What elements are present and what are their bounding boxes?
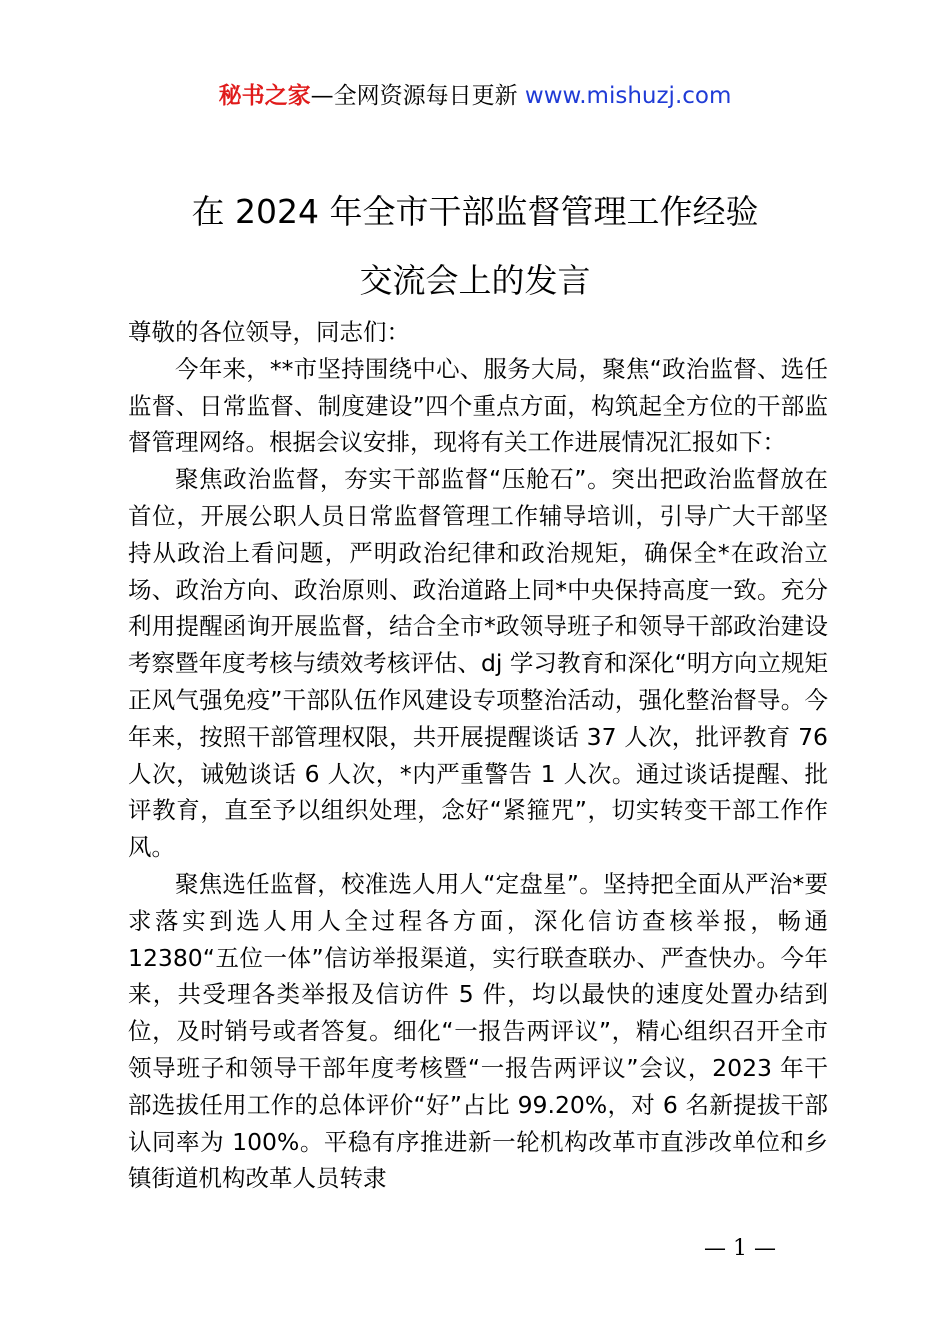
site-banner xyxy=(0,80,950,112)
paragraph-intro: 今年来，**市坚持围绕中心、服务大局，聚焦“政治监督、选任监督、日常监督、制度建设”四个重点方面，构筑起全方位的干部监督管理网络。根据会议安排，现将有关工作进展情况汇报如下： xyxy=(128,354,828,457)
salutation: 尊敬的各位领导，同志们： xyxy=(128,318,410,346)
paragraph-political-supervision: 聚焦政治监督，夯实干部监督“压舱石”。突出把政治监督放在首位，开展公职人员日常监督管理工作辅导培训，引导广大干部坚持从政治上看问题，严明政治纪律和政治规矩，确保全*在政治立场、政治方向、政治原则、政治道路上同*中央保持高度一致。充分利用提醒函询开展监督，结合全市*政领导班子和领导干部政治建设考察暨年度考核与绩效考核评估、dj 学习教育和深化“明方向立规矩正风气强免疫”干部队伍作风建设专项整治活动，强化整治督导。今年来，按照干部管理权限，共开展提醒谈话 37 人次，批评教育 76 人次，诫勉谈话 6 人次，*内严重警告 1 人次。通过谈话提醒、批评教育，直至予以组织处理，念好“紧箍咒”，切实转变干部工作作风。 xyxy=(128,465,828,862)
document-title-line-2: 交流会上的发言 xyxy=(359,261,591,300)
page-number: — 1 — xyxy=(704,1236,776,1261)
paragraph-selection-supervision: 聚焦选任监督，校准选人用人“定盘星”。坚持把全面从严治*要求落实到选人用人全过程各方面，深化信访查核举报，畅通 12380“五位一体”信访举报渠道，实行联查联办、严查快办。今年来，共受理各类举报及信访件 5 件，均以最快的速度处置办结到位，及时销号或者答复。细化“一报告两评议”，精心组织召开全市领导班子和领导干部年度考核暨“一报告两评议”会议，2023 年干部选拔任用工作的总体评价“好”占比 99.20%，对 6 名新提拔干部认同率为 100%。平稳有序推进新一轮机构改革市直涉改单位和乡镇街道机构改革人员转隶 xyxy=(128,869,828,1193)
document-body xyxy=(128,314,828,1197)
document-title-line-1: 在 2024 年全市干部监督管理工作经验 xyxy=(191,192,759,231)
banner-brand: 秘书之家 xyxy=(218,83,311,109)
banner-site-link[interactable]: www.mishuzj.com xyxy=(524,83,732,109)
banner-tagline: —全网资源每日更新 xyxy=(310,83,525,109)
